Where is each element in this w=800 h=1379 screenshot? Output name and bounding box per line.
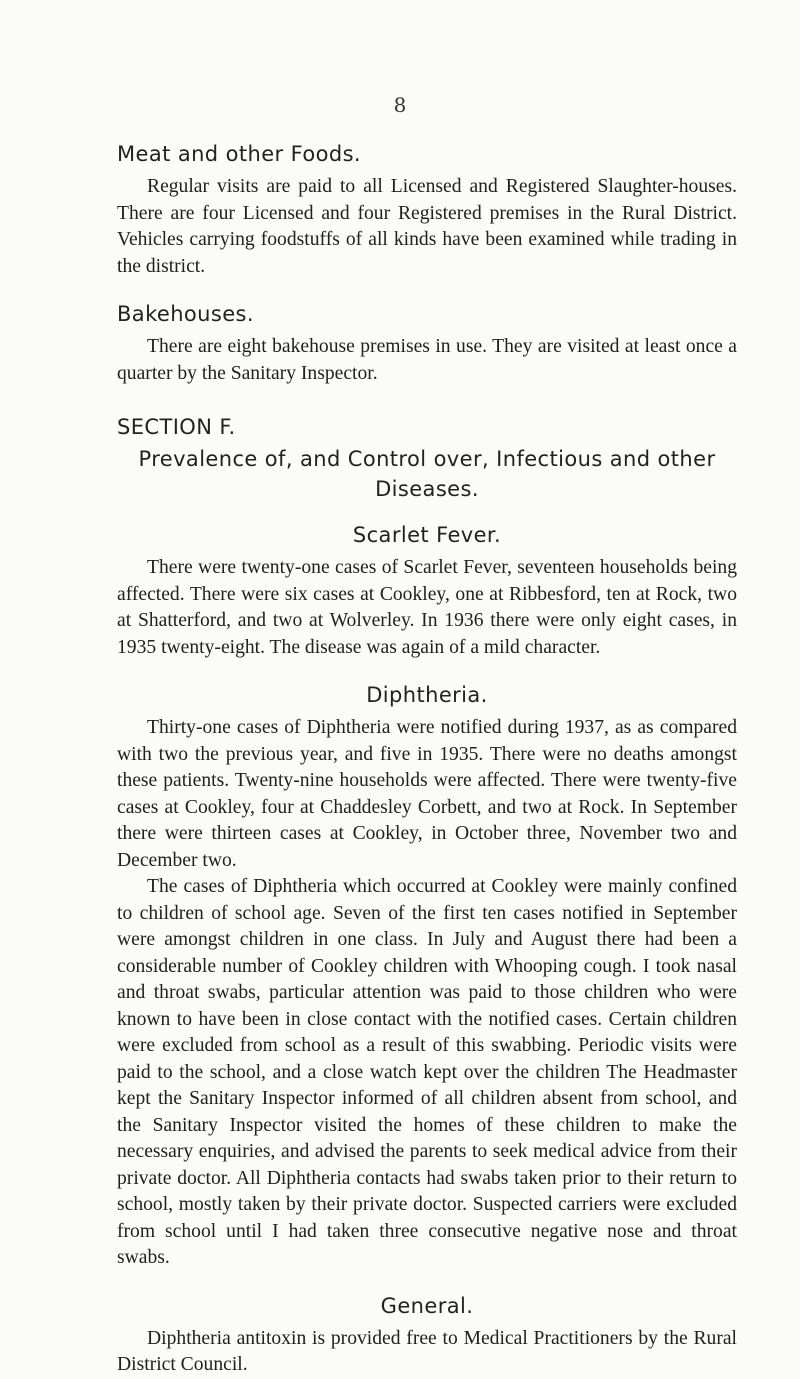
page-number: 8 — [393, 93, 407, 117]
section-f-title-line1: Prevalence of, and Control over, Infectious and other — [138, 447, 716, 471]
bakehouses-heading: Bakehouses. — [117, 302, 254, 326]
scarlet-fever-heading: Scarlet Fever. — [352, 523, 502, 547]
meat-paragraph: Regular visits are paid to all Licensed and Registered Slaughter-houses. There are four Licensed and four Registered premises in the Rural District. Vehicles carrying foodstuffs of all kinds have been examined while trading in the district. — [117, 176, 737, 277]
section-f-label: SECTION F. — [117, 415, 236, 439]
general-heading: General. — [380, 1293, 474, 1318]
section-f-title-line2: Diseases. — [375, 477, 479, 501]
diphtheria-paragraph-1: Thirty-one cases of Diphtheria were notified during 1937, as as compared with two the previous year, and five in 1935. There were no deaths amongst these patients. Twenty-nine households were affected. There were twenty-five cases at Cookley, four at Chaddesley Corbett, and two at Rock. In September there were thirteen cases at Cookley, in October three, November two and December two. — [117, 717, 737, 871]
diphtheria-paragraph-2: The cases of Diphtheria which occurred at Cookley were mainly confined to children of school age. Seven of the first ten cases notified in September were amongst children in one class. In July and August there had been a considerable number of Cookley children with Whooping cough. I took nasal and throat swabs, particular attention was paid to those children who were known to have been in close contact with the notified cases. Certain children were excluded from school as a result of this swabbing. Periodic visits were paid to the school, and a close watch kept over the children The Headmaster kept the Sanitary Inspector informed of all children absent from school, and the Sanitary Inspector visited the homes of these children to make the necessary enquiries, and advised the parents to seek medical advice from their private doctor. All Diphtheria contacts had swabs taken prior to their return to school, mostly taken by their private doctor. Suspected carriers were excluded from school until I had taken three consecutive negative nose and throat swabs. — [117, 876, 737, 1268]
meat-heading: Meat and other Foods. — [117, 142, 361, 166]
general-paragraph: Diphtheria antitoxin is provided free to Medical Practitioners by the Rural District Council. — [117, 1327, 737, 1375]
scarlet-fever-paragraph: There were twenty-one cases of Scarlet Fever, seventeen households being affected. There were six cases at Cookley, one at Ribbesford, ten at Rock, two at Shatterford, and two at Wolverley. In 1936 there were only eight cases, in 1935 twenty-eight. The disease was again of a mild character. — [117, 557, 737, 658]
bakehouses-paragraph: There are eight bakehouse premises in use. They are visited at least once a quarter by the Sanitary Inspector. — [117, 336, 737, 384]
page-content — [117, 142, 737, 1379]
diphtheria-heading: Diphtheria. — [366, 683, 488, 707]
